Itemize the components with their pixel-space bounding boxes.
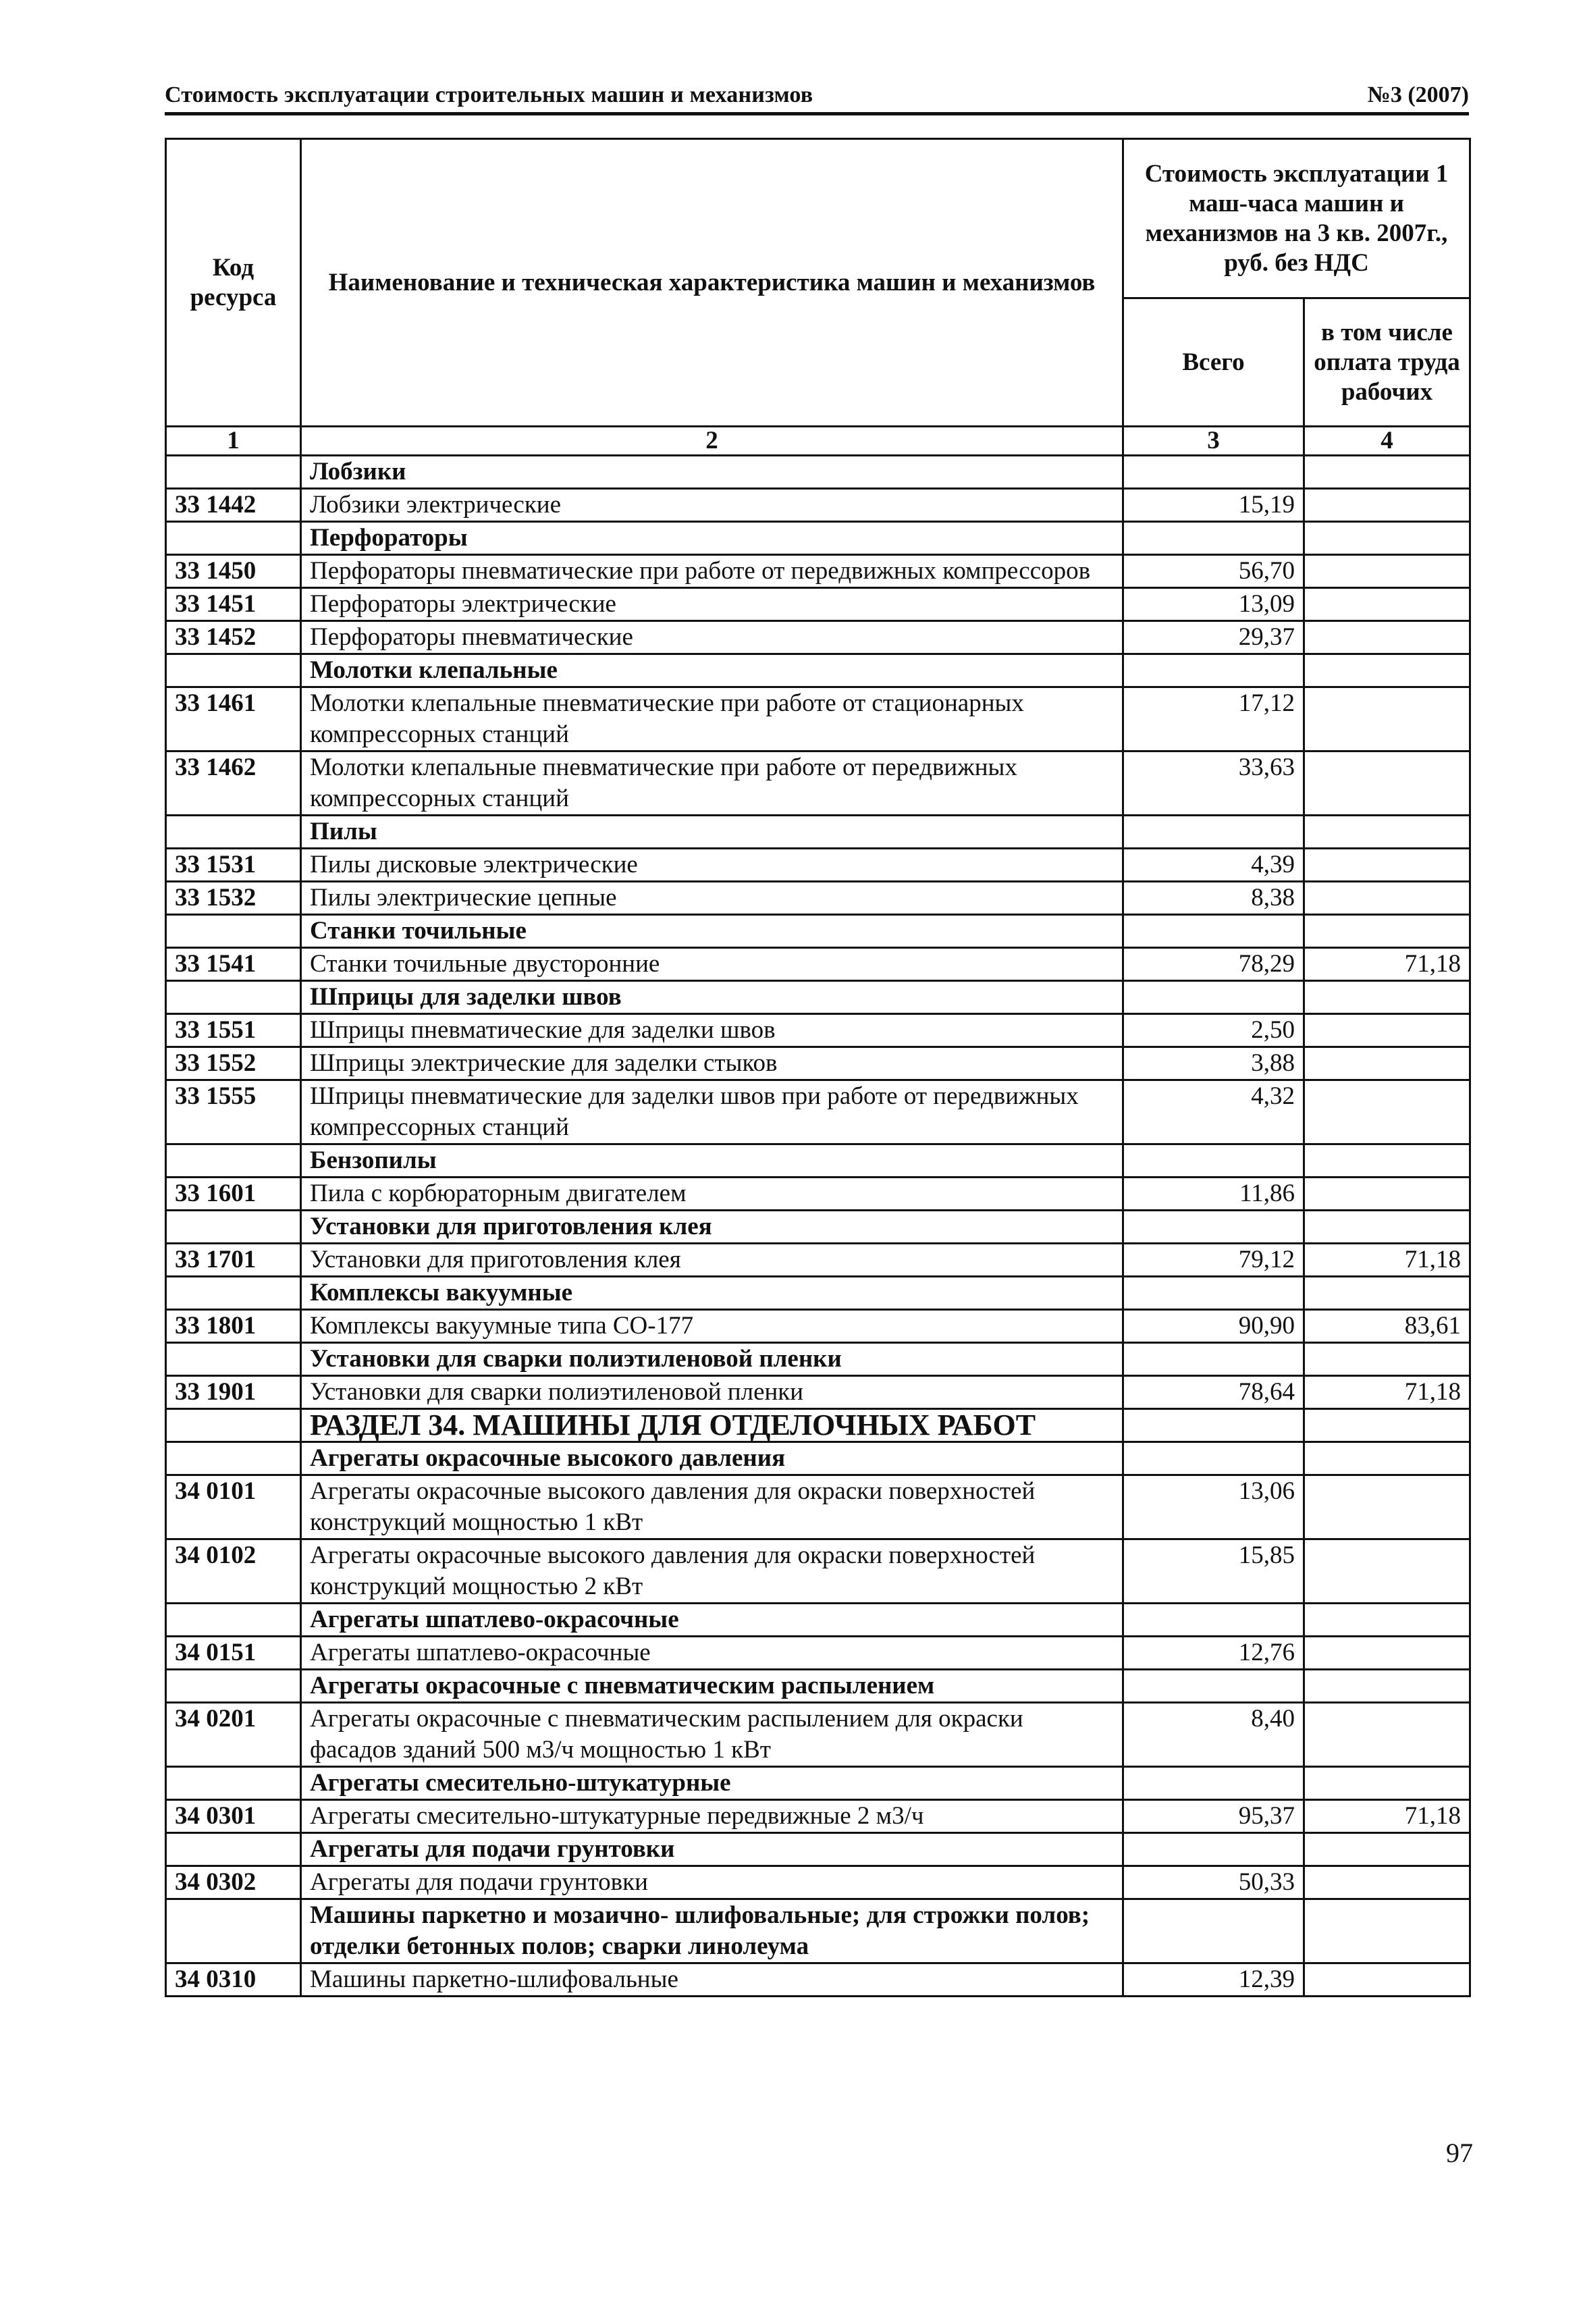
column-number: 4 xyxy=(1304,427,1470,456)
header-code: Код ресурса xyxy=(166,139,301,427)
labor-cost xyxy=(1304,1409,1470,1442)
page-header xyxy=(165,74,1469,115)
table-row xyxy=(166,751,1470,816)
cost-total: 12,39 xyxy=(1123,1963,1304,1997)
table-row xyxy=(166,621,1470,654)
section-row xyxy=(166,1409,1470,1442)
cost-total: 12,76 xyxy=(1123,1637,1304,1670)
header-labor: в том числе оплата труда рабочих xyxy=(1304,298,1470,427)
resource-code xyxy=(166,1767,301,1800)
cost-total: 4,32 xyxy=(1123,1080,1304,1144)
resource-code xyxy=(166,1144,301,1178)
machine-name: Шприцы электрические для заделки стыков xyxy=(301,1047,1123,1080)
machine-name: Агрегаты для подачи грунтовки xyxy=(301,1866,1123,1899)
labor-cost: 71,18 xyxy=(1304,1800,1470,1833)
cost-total: 15,85 xyxy=(1123,1539,1304,1604)
resource-code: 33 1601 xyxy=(166,1178,301,1211)
labor-cost xyxy=(1304,1080,1470,1144)
resource-code: 33 1552 xyxy=(166,1047,301,1080)
cost-total xyxy=(1123,1767,1304,1800)
resource-code: 34 0310 xyxy=(166,1963,301,1997)
labor-cost xyxy=(1304,1604,1470,1637)
header-cost: Стоимость эксплуатации 1 маш-часа машин и механизмов на 3 кв. 2007г., руб. без НДС xyxy=(1123,139,1470,298)
machine-name: Установки для приготовления клея xyxy=(301,1244,1123,1277)
labor-cost: 71,18 xyxy=(1304,1244,1470,1277)
labor-cost xyxy=(1304,1703,1470,1767)
cost-total xyxy=(1123,1211,1304,1244)
resource-code: 34 0151 xyxy=(166,1637,301,1670)
labor-cost xyxy=(1304,687,1470,751)
machine-name: Установки для сварки полиэтиленовой пленки xyxy=(301,1376,1123,1409)
cost-total: 29,37 xyxy=(1123,621,1304,654)
section-title: Бензопилы xyxy=(301,1144,1123,1178)
section-title: Агрегаты смесительно-штукатурные xyxy=(301,1767,1123,1800)
table-row xyxy=(166,588,1470,621)
resource-code xyxy=(166,1899,301,1963)
column-number: 3 xyxy=(1123,427,1304,456)
machine-name: Станки точильные двусторонние xyxy=(301,948,1123,981)
cost-total: 78,64 xyxy=(1123,1376,1304,1409)
cost-total: 13,09 xyxy=(1123,588,1304,621)
cost-total: 8,38 xyxy=(1123,882,1304,915)
cost-total: 4,39 xyxy=(1123,849,1304,882)
cost-total: 11,86 xyxy=(1123,1178,1304,1211)
cost-total: 13,06 xyxy=(1123,1475,1304,1539)
cost-total xyxy=(1123,816,1304,849)
machine-name: Пила с корбюраторным двигателем xyxy=(301,1178,1123,1211)
cost-total: 3,88 xyxy=(1123,1047,1304,1080)
resource-code: 34 0102 xyxy=(166,1539,301,1604)
section-title: Пилы xyxy=(301,816,1123,849)
resource-code xyxy=(166,816,301,849)
table-row xyxy=(166,1475,1470,1539)
table-row xyxy=(166,1376,1470,1409)
section-row xyxy=(166,1442,1470,1475)
header-total: Всего xyxy=(1123,298,1304,427)
machine-name: Шприцы пневматические для заделки швов при работе от передвижных компрессорных станций xyxy=(301,1080,1123,1144)
section-row xyxy=(166,1277,1470,1310)
table-row xyxy=(166,1866,1470,1899)
labor-cost xyxy=(1304,1277,1470,1310)
labor-cost xyxy=(1304,1211,1470,1244)
cost-total xyxy=(1123,456,1304,489)
machine-name: Перфораторы пневматические при работе от передвижных компрессоров xyxy=(301,555,1123,588)
table-row xyxy=(166,1703,1470,1767)
section-row xyxy=(166,522,1470,555)
cost-total xyxy=(1123,1409,1304,1442)
cost-total: 78,29 xyxy=(1123,948,1304,981)
cost-total xyxy=(1123,915,1304,948)
table-header xyxy=(166,139,1470,456)
resource-code xyxy=(166,1343,301,1376)
section-title: Установки для приготовления клея xyxy=(301,1211,1123,1244)
machine-name: Агрегаты смесительно-штукатурные передвижные 2 м3/ч xyxy=(301,1800,1123,1833)
table-row xyxy=(166,687,1470,751)
section-row xyxy=(166,456,1470,489)
machine-name: Шприцы пневматические для заделки швов xyxy=(301,1014,1123,1047)
table-row xyxy=(166,1244,1470,1277)
column-numbers-row xyxy=(166,427,1470,456)
machine-name: Пилы электрические цепные xyxy=(301,882,1123,915)
resource-code: 33 1541 xyxy=(166,948,301,981)
labor-cost xyxy=(1304,751,1470,816)
section-row xyxy=(166,1899,1470,1963)
section-row xyxy=(166,1604,1470,1637)
cost-total xyxy=(1123,1144,1304,1178)
section-row xyxy=(166,1343,1470,1376)
cost-total xyxy=(1123,522,1304,555)
section-title: Агрегаты для подачи грунтовки xyxy=(301,1833,1123,1866)
resource-code: 34 0101 xyxy=(166,1475,301,1539)
issue-number: №3 (2007) xyxy=(1367,82,1469,107)
labor-cost xyxy=(1304,522,1470,555)
machine-name: Лобзики электрические xyxy=(301,489,1123,522)
cost-total xyxy=(1123,1899,1304,1963)
machine-name: Молотки клепальные пневматические при работе от передвижных компрессорных станций xyxy=(301,751,1123,816)
cost-table xyxy=(165,138,1471,1997)
section-title: Агрегаты окрасочные высокого давления xyxy=(301,1442,1123,1475)
table-row xyxy=(166,489,1470,522)
section-row xyxy=(166,1211,1470,1244)
table-row xyxy=(166,1963,1470,1997)
resource-code xyxy=(166,1211,301,1244)
labor-cost xyxy=(1304,882,1470,915)
section-title: Установки для сварки полиэтиленовой пленки xyxy=(301,1343,1123,1376)
section-title: Машины паркетно и мозаично- шлифовальные; для строжки полов; отделки бетонных полов; сварки линолеума xyxy=(301,1899,1123,1963)
table-row xyxy=(166,948,1470,981)
labor-cost xyxy=(1304,654,1470,687)
header-name: Наименование и техническая характеристика машин и механизмов xyxy=(301,139,1123,427)
cost-total xyxy=(1123,1442,1304,1475)
resource-code: 33 1901 xyxy=(166,1376,301,1409)
cost-total xyxy=(1123,981,1304,1014)
cost-total xyxy=(1123,1833,1304,1866)
resource-code xyxy=(166,981,301,1014)
labor-cost xyxy=(1304,1866,1470,1899)
cost-total: 79,12 xyxy=(1123,1244,1304,1277)
cost-total: 17,12 xyxy=(1123,687,1304,751)
resource-code: 33 1462 xyxy=(166,751,301,816)
section-row xyxy=(166,915,1470,948)
section-title: Лобзики xyxy=(301,456,1123,489)
cost-total: 50,33 xyxy=(1123,1866,1304,1899)
section-title: Агрегаты шпатлево-окрасочные xyxy=(301,1604,1123,1637)
table-row xyxy=(166,1047,1470,1080)
labor-cost xyxy=(1304,981,1470,1014)
section-row xyxy=(166,1670,1470,1703)
resource-code: 34 0201 xyxy=(166,1703,301,1767)
labor-cost xyxy=(1304,1963,1470,1997)
machine-name: Агрегаты окрасочные с пневматическим распылением для окраски фасадов зданий 500 м3/ч мощностью 1 кВт xyxy=(301,1703,1123,1767)
machine-name: Агрегаты шпатлево-окрасочные xyxy=(301,1637,1123,1670)
resource-code: 33 1452 xyxy=(166,621,301,654)
section-row xyxy=(166,1767,1470,1800)
table-row xyxy=(166,1637,1470,1670)
section-title: РАЗДЕЛ 34. МАШИНЫ ДЛЯ ОТДЕЛОЧНЫХ РАБОТ xyxy=(301,1409,1123,1442)
cost-total xyxy=(1123,1277,1304,1310)
labor-cost xyxy=(1304,489,1470,522)
cost-total xyxy=(1123,1343,1304,1376)
resource-code: 33 1555 xyxy=(166,1080,301,1144)
resource-code: 33 1531 xyxy=(166,849,301,882)
labor-cost xyxy=(1304,1442,1470,1475)
cost-total: 56,70 xyxy=(1123,555,1304,588)
resource-code xyxy=(166,1670,301,1703)
resource-code xyxy=(166,654,301,687)
resource-code: 33 1532 xyxy=(166,882,301,915)
table-row xyxy=(166,1080,1470,1144)
labor-cost xyxy=(1304,1833,1470,1866)
machine-name: Агрегаты окрасочные высокого давления для окраски поверхностей конструкций мощностью 2 кВт xyxy=(301,1539,1123,1604)
section-title: Станки точильные xyxy=(301,915,1123,948)
cost-total: 2,50 xyxy=(1123,1014,1304,1047)
labor-cost xyxy=(1304,1475,1470,1539)
machine-name: Машины паркетно-шлифовальные xyxy=(301,1963,1123,1997)
resource-code: 33 1461 xyxy=(166,687,301,751)
labor-cost xyxy=(1304,1767,1470,1800)
section-row xyxy=(166,654,1470,687)
column-number: 1 xyxy=(166,427,301,456)
labor-cost xyxy=(1304,1144,1470,1178)
labor-cost xyxy=(1304,1047,1470,1080)
cost-total: 33,63 xyxy=(1123,751,1304,816)
machine-name: Перфораторы электрические xyxy=(301,588,1123,621)
labor-cost xyxy=(1304,1899,1470,1963)
resource-code: 34 0301 xyxy=(166,1800,301,1833)
machine-name: Агрегаты окрасочные высокого давления для окраски поверхностей конструкций мощностью 1 кВт xyxy=(301,1475,1123,1539)
machine-name: Молотки клепальные пневматические при работе от стационарных компрессорных станций xyxy=(301,687,1123,751)
table-row xyxy=(166,1800,1470,1833)
labor-cost xyxy=(1304,1637,1470,1670)
labor-cost xyxy=(1304,915,1470,948)
labor-cost xyxy=(1304,1178,1470,1211)
cost-total xyxy=(1123,1670,1304,1703)
resource-code: 33 1451 xyxy=(166,588,301,621)
cost-total: 8,40 xyxy=(1123,1703,1304,1767)
section-title: Агрегаты окрасочные с пневматическим распылением xyxy=(301,1670,1123,1703)
section-row xyxy=(166,1144,1470,1178)
table-row xyxy=(166,1178,1470,1211)
section-row xyxy=(166,981,1470,1014)
resource-code: 33 1701 xyxy=(166,1244,301,1277)
section-title: Комплексы вакуумные xyxy=(301,1277,1123,1310)
resource-code: 33 1801 xyxy=(166,1310,301,1343)
section-title: Молотки клепальные xyxy=(301,654,1123,687)
labor-cost xyxy=(1304,588,1470,621)
resource-code xyxy=(166,1409,301,1442)
labor-cost xyxy=(1304,555,1470,588)
document-title: Стоимость эксплуатации строительных машин и механизмов xyxy=(165,82,813,107)
resource-code: 34 0302 xyxy=(166,1866,301,1899)
labor-cost xyxy=(1304,816,1470,849)
table-row xyxy=(166,849,1470,882)
table-body xyxy=(166,456,1470,1997)
section-row xyxy=(166,1833,1470,1866)
page-number: 97 xyxy=(1446,2138,1473,2168)
machine-name: Пилы дисковые электрические xyxy=(301,849,1123,882)
labor-cost: 71,18 xyxy=(1304,1376,1470,1409)
resource-code xyxy=(166,1277,301,1310)
labor-cost: 83,61 xyxy=(1304,1310,1470,1343)
resource-code: 33 1551 xyxy=(166,1014,301,1047)
resource-code xyxy=(166,1604,301,1637)
labor-cost xyxy=(1304,849,1470,882)
resource-code: 33 1442 xyxy=(166,489,301,522)
resource-code xyxy=(166,456,301,489)
section-title: Шприцы для заделки швов xyxy=(301,981,1123,1014)
labor-cost xyxy=(1304,621,1470,654)
resource-code xyxy=(166,1442,301,1475)
table-row xyxy=(166,882,1470,915)
section-row xyxy=(166,816,1470,849)
labor-cost: 71,18 xyxy=(1304,948,1470,981)
labor-cost xyxy=(1304,1539,1470,1604)
table-row xyxy=(166,1014,1470,1047)
resource-code xyxy=(166,1833,301,1866)
machine-name: Перфораторы пневматические xyxy=(301,621,1123,654)
labor-cost xyxy=(1304,456,1470,489)
resource-code: 33 1450 xyxy=(166,555,301,588)
column-number: 2 xyxy=(301,427,1123,456)
labor-cost xyxy=(1304,1014,1470,1047)
cost-total xyxy=(1123,654,1304,687)
table-row xyxy=(166,1539,1470,1604)
labor-cost xyxy=(1304,1343,1470,1376)
cost-total: 90,90 xyxy=(1123,1310,1304,1343)
machine-name: Комплексы вакуумные типа СО-177 xyxy=(301,1310,1123,1343)
section-title: Перфораторы xyxy=(301,522,1123,555)
resource-code xyxy=(166,915,301,948)
resource-code xyxy=(166,522,301,555)
cost-total: 95,37 xyxy=(1123,1800,1304,1833)
table-row xyxy=(166,1310,1470,1343)
cost-total: 15,19 xyxy=(1123,489,1304,522)
cost-total xyxy=(1123,1604,1304,1637)
table-row xyxy=(166,555,1470,588)
labor-cost xyxy=(1304,1670,1470,1703)
